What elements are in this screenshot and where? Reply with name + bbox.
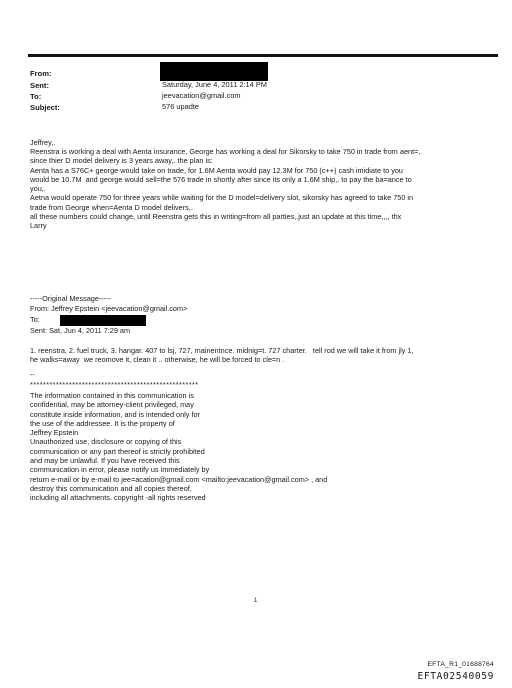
original-body: 1. reenstra, 2. fuel truck, 3. hangar. 407 to lsj, 727, mainentnce. midnig=t. 727 charter. tell rod we will take it from jly 1, he walks=away we reomove it, clean it .. otherwise, he will be forced to cle=n .	[30, 346, 414, 365]
subject-value: 576 upadte	[162, 102, 199, 111]
message-body: Reenstra is working a deal with Aenta insurance, George has working a deal for Sikorsky to take 750 in trade from aent=, since thier D model delivery is 3 years away,. the plan is: Aenta has a S76C+ george would take on trade, for 1.6M Aenta would pay 12.3M for 750 (c++) cash imidiate to you would be 10.7M and george would sell=the 576 trade in shortly after since its only a 1.6M ship,. to pay the ba=ance to you,. Aetna would operate 750 for three years while waiting for the D model=delivery slot, sikorsky has agreed to take 750 in trade from George when=Aenta D model delivers,. all these numbers could change, until Reenstra gets this in writing=from all parties,.just an update at this time,,,, thx Larry	[30, 147, 421, 231]
header-rule	[28, 54, 498, 57]
page-number: 1	[254, 598, 258, 604]
to-label: To:	[30, 92, 42, 101]
original-to: To:	[30, 315, 40, 324]
star-divider: ****************************************************	[30, 380, 199, 389]
sent-label: Sent:	[30, 81, 49, 90]
original-from: From: Jeffrey Epstein <jeevacation@gmail.com>	[30, 304, 188, 313]
original-sent: Sent: Sat, Jun 4, 2011 7:29 am	[30, 326, 131, 335]
disclaimer: The information contained in this communication is confidential, may be attorney-client privileged, may constitute inside information, and is intended only for the use of the addressee. It is the property of Jeffrey Epstein Unauthorized use, disclosure or copying of this communication or any part thereof is strictly prohibited and may be unlawful. If you have received this communication in error, please notify us immediately by return e-mail or by e-mail to jee=acation@gmail.com <mailto:jeevacation@gmail.com> , and destroy this communication and all copies thereof, including all attachments. copyright -all rights reserved	[30, 391, 328, 503]
signature-dashes: --	[30, 370, 35, 379]
sent-value: Saturday, June 4, 2011 2:14 PM	[162, 80, 267, 89]
subject-label: Subject:	[30, 103, 60, 112]
message-greeting: Jeffrey,.	[30, 138, 56, 147]
to-value: jeevacation@gmail.com	[162, 91, 241, 100]
original-divider: -----Original Message-----	[30, 294, 112, 303]
bates-number-primary: EFTA_R1_01688764	[427, 661, 494, 668]
redaction-from	[160, 62, 268, 81]
bates-number-secondary: EFTA02540059	[417, 671, 494, 682]
from-label: From:	[30, 69, 52, 78]
